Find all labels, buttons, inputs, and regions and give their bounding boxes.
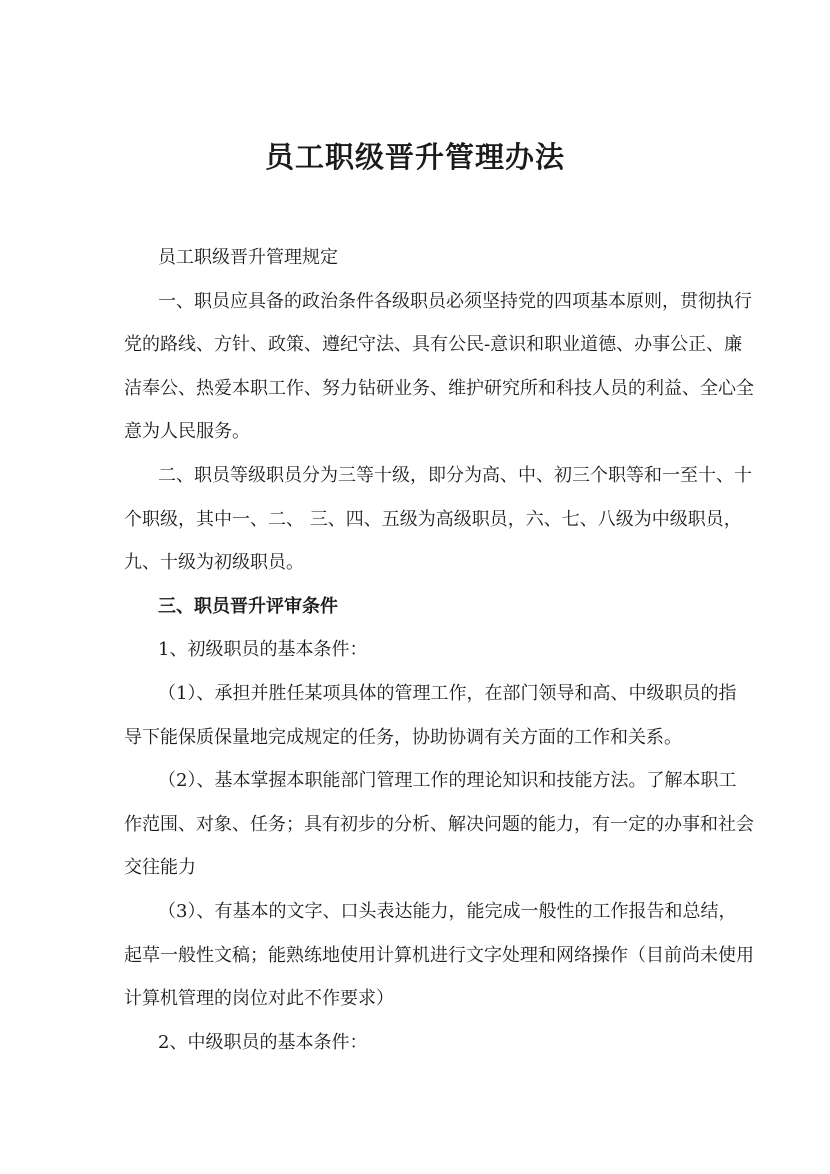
- paragraph: [124, 759, 754, 890]
- paragraph: [124, 672, 737, 759]
- document-body: [124, 236, 754, 1064]
- paragraph-line: 意为人民服务。: [124, 421, 250, 443]
- paragraph-line: 三、职员晋升评审条件: [158, 595, 338, 617]
- section-heading: [124, 585, 706, 629]
- paragraph: [124, 890, 754, 1021]
- paragraph-line: （3）、有基本的文字、口头表达能力，能完成一般性的工作报告和总结，: [158, 900, 737, 922]
- paragraph-line: 计算机管理的岗位对此不作要求）: [124, 988, 394, 1010]
- document-title: 员工职级晋升管理办法: [264, 140, 565, 175]
- paragraph: [124, 1021, 706, 1065]
- paragraph-line: 二、职员等级职员分为三等十级，即分为高、中、初三个职等和一至十、十: [158, 464, 752, 486]
- paragraph: [124, 628, 706, 672]
- paragraph-line: 一、职员应具备的政治条件各级职员必须坚持党的四项基本原则，贯彻执行: [158, 290, 752, 312]
- paragraph-line: 作范围、对象、任务；具有初步的分析、解决问题的能力，有一定的办事和社会: [124, 813, 754, 835]
- paragraph-line: 起草一般性文稿；能熟练地使用计算机进行文字处理和网络操作（目前尚未使用: [124, 944, 754, 966]
- paragraph-line: 1、初级职员的基本条件：: [158, 639, 368, 661]
- paragraph-line: （1）、承担并胜任某项具体的管理工作，在部门领导和高、中级职员的指: [158, 682, 737, 704]
- paragraph-line: 导下能保质保量地完成规定的任务，协助协调有关方面的工作和关系。: [124, 726, 682, 748]
- paragraph-line: 个职级，其中一、二、 三、四、五级为高级职员，六、七、八级为中级职员，: [124, 508, 742, 530]
- paragraph-line: 九、十级为初级职员。: [124, 552, 304, 574]
- paragraph-line: 党的路线、方针、政策、遵纪守法、具有公民-意识和职业道德、办事公正、廉: [124, 334, 743, 356]
- paragraph: [124, 280, 754, 454]
- paragraph-line: （2）、基本掌握本职能部门管理工作的理论知识和技能方法。了解本职工: [158, 770, 737, 792]
- paragraph: [124, 454, 752, 585]
- paragraph-line: 洁奉公、热爱本职工作、努力钻研业务、维护研究所和科技人员的利益、全心全: [124, 377, 754, 399]
- paragraph-line: 2、中级职员的基本条件：: [158, 1031, 368, 1053]
- paragraph-line: 员工职级晋升管理规定: [158, 247, 338, 268]
- paragraph: [124, 236, 706, 280]
- paragraph-line: 交往能力: [124, 857, 196, 879]
